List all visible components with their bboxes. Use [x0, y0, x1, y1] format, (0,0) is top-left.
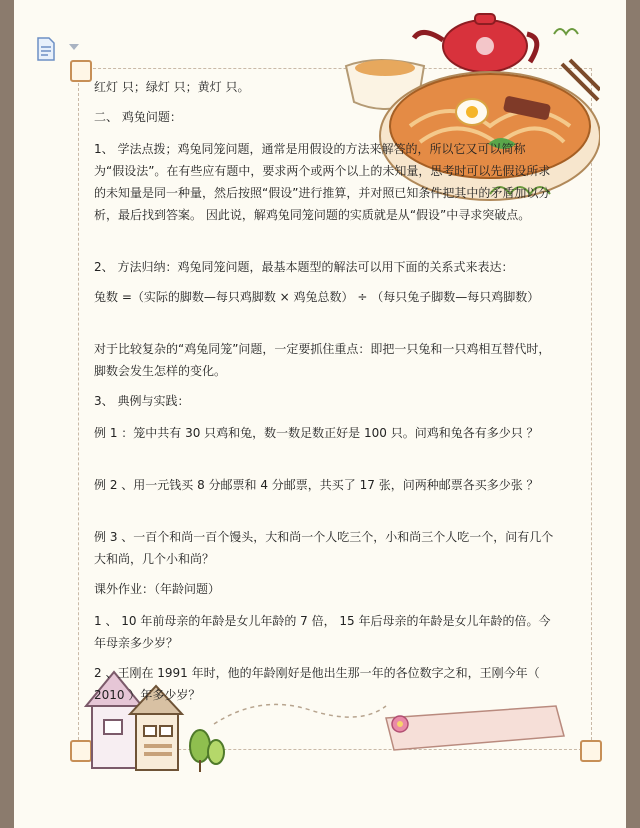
homework-1: 1 、 10 年前母亲的年龄是女儿年龄的 7 倍， 15 年后母亲的年龄是女儿年龄的倍。今年母亲多少岁？	[94, 614, 551, 650]
example-1: 例 1 ：笼中共有 30 只鸡和兔，数一数足数正好是 100 只。问鸡和兔各有多少只 ？	[94, 426, 539, 440]
text-line-traffic-lights: 红灯 只；绿灯 只；黄灯 只。	[94, 80, 250, 94]
heading-chicken-rabbit: 二、 鸡兔问题：	[94, 110, 182, 124]
heading-homework: 课外作业：（年龄问题）	[94, 582, 221, 596]
paragraph-complex-problems: 对于比较复杂的“鸡兔同笼”问题，一定要抓住重点：即把一只兔和一只鸡相互替代时，脚数会发生怎样的变化。	[94, 342, 551, 378]
heading-examples: 3、 典例与实践：	[94, 394, 190, 408]
frame-corner-bottom-right	[580, 740, 602, 762]
paragraph-method-tips: 1、 学法点拨；鸡兔同笼问题，通常是用假设的方法来解答的，所以它又可以简称为“假设法”。在有些应有题中，要求两个或两个以上的未知量，思考时可以先假设所求的未知量是同一种量，然后按照“假设”进行推算，并对照已知条件把其中的矛盾加以分析，最后找到答案。 因此说，解鸡兔同笼问题的实质就是从“假设”中寻求突破点。	[94, 142, 551, 222]
frame-corner-top-left	[70, 60, 92, 82]
formula-rabbit-count: 兔数 =（实际的脚数—每只鸡脚数 × 鸡兔总数） ÷ （每只兔子脚数—每只鸡脚数）	[94, 290, 540, 304]
example-2: 例 2 、用一元钱买 8 分邮票和 4 分邮票，共买了 17 张，问两种邮票各买多少张 ？	[94, 478, 539, 492]
ribbon-banner-illustration	[380, 700, 570, 760]
document-icon[interactable]	[36, 37, 56, 61]
example-3: 例 3 、一百个和尚一百个馒头，大和尚一个人吃三个，小和尚三个人吃一个，问有几个大和尚，几个小和尚？	[94, 530, 554, 566]
homework-2: 2 、王刚在 1991 年时，他的年龄刚好是他出生那一年的各位数字之和，王刚今年（ 2010 ）年多少岁？	[94, 666, 540, 702]
caret-down-icon[interactable]	[68, 42, 80, 52]
paragraph-method-summary: 2、 方法归纳：鸡兔同笼问题，最基本题型的解法可以用下面的关系式来表达：	[94, 260, 514, 274]
